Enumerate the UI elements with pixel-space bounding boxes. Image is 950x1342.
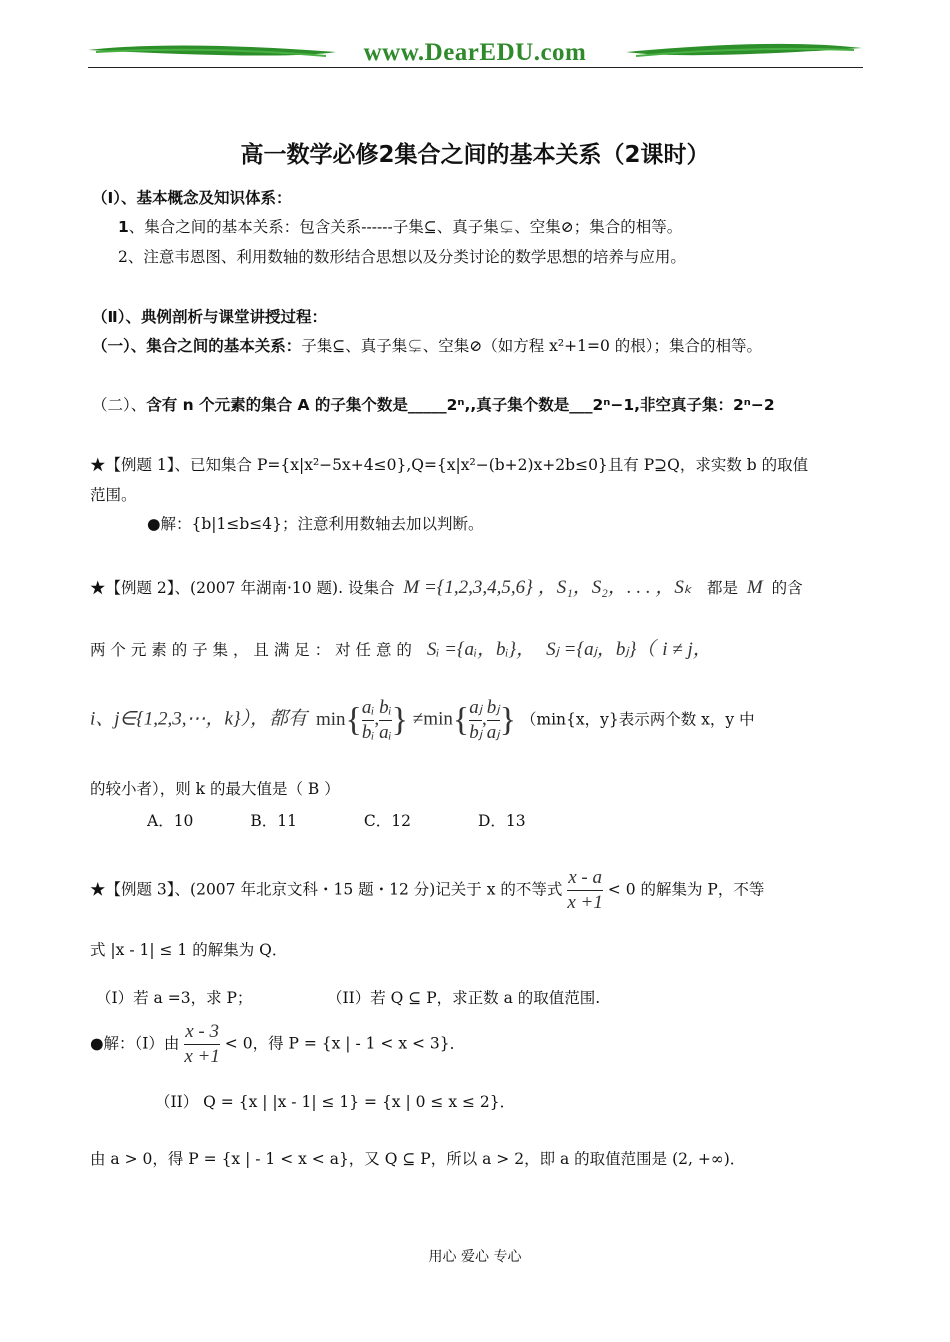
section-1-item-2: 2、注意韦恩图、利用数轴的数形结合思想以及分类讨论的数学思想的培养与应用。 <box>118 248 686 266</box>
example-3-question-2: （II）若 Q ⊆ P，求正数 a 的取值范围. <box>327 989 601 1007</box>
sol-frac-den: x +1 <box>184 1046 220 1067</box>
example-3-solution-3: 由 a > 0，得 P = {x | - 1 < x < a}，又 Q ⊆ P，所以 a > 2，即 a 的取值范围是 (2, +∞)． <box>90 1150 746 1168</box>
set-m-formula: M ={1,2,3,4,5,6} <box>403 577 533 598</box>
sol-frac-num: x - 3 <box>185 1021 219 1042</box>
example-2-line-2 <box>90 634 712 661</box>
frac-den-ai: aᵢ <box>379 722 392 743</box>
header-banner <box>86 38 864 70</box>
item-1-number: 1 <box>118 218 129 236</box>
example-1-line-1: ★【例题 1】、已知集合 P={x|x²−5x+4≤0},Q={x|x²−(b+2)x+2b≤0}且有 P⊇Q，求实数 b 的取值 <box>90 456 809 474</box>
option-b: B．11 <box>250 812 297 830</box>
fraction-x-minus-3 <box>184 1020 220 1069</box>
item-1-text: 、集合之间的基本关系：包含关系------子集⊆、真子集⊊、空集⊘；集合的相等。 <box>128 218 683 236</box>
frac-num-bi: bᵢ <box>379 697 392 718</box>
min-label-1: min <box>315 708 346 730</box>
brace-close-2: } <box>499 701 516 739</box>
header-rule <box>88 67 863 68</box>
i-neq-j-formula: i ≠ j， <box>662 639 712 660</box>
frac-num: x - a <box>568 867 602 888</box>
sub-1-heading: （一）、集合之间的基本关系： <box>92 337 302 355</box>
option-a: A．10 <box>147 812 194 830</box>
page-title: 高一数学必修2集合之间的基本关系（2课时） <box>240 142 710 168</box>
index-set-formula: i、j∈{1,2,3,⋯，k}），都有 <box>90 708 307 730</box>
example-2-options <box>147 809 526 831</box>
example-3-tail: < 0 的解集为 P，不等 <box>607 880 765 899</box>
example-2-de-han: 的含 <box>771 579 803 597</box>
frac-num-aj: aⱼ <box>469 697 483 718</box>
fraction-aj-bj <box>469 696 482 745</box>
example-3-solution-1 <box>90 1020 465 1069</box>
example-2-lead: ★【例题 2】、(2007 年湖南·10 题). 设集合 <box>90 579 395 597</box>
sub-2-text: 含有 n 个元素的集合 A 的子集个数是_____2ⁿ,,真子集个数是___2ⁿ−1,非空真子集：2ⁿ−2 <box>146 396 775 414</box>
subsets-formula: ，S₁，S₂，. . . ，Sₖ <box>537 577 692 598</box>
example-2-line-4: 的较小者），则 k 的最大值是（ B ） <box>90 780 340 798</box>
frac-den-bj: bⱼ <box>469 722 483 743</box>
sub-2-prefix: （二）、 <box>92 396 147 414</box>
solution-1-result: < 0，得 P = {x | - 1 < x < 3}． <box>224 1034 466 1053</box>
sub-1-text: 子集⊆、真子集⊊、空集⊘（如方程 x²+1=0 的根）；集合的相等。 <box>301 337 762 355</box>
set-m-symbol: M <box>746 577 763 598</box>
example-3-lead: ★【例题 3】、(2007 年北京文科・15 题・12 分)记关于 x 的不等式 <box>90 880 563 899</box>
section-2-sub-2 <box>92 393 775 415</box>
fraction-ai-bi <box>362 696 375 745</box>
option-c: C．12 <box>363 812 412 830</box>
example-1-line-2: 范围。 <box>90 486 137 504</box>
min-definition: （min{x，y}表示两个数 x，y 中 <box>520 710 755 729</box>
brace-open-1: { <box>345 701 362 739</box>
frac-num-ai: aᵢ <box>361 697 375 718</box>
comma-2: , <box>482 708 487 730</box>
example-2-condition: 两 个 元 素 的 子 集 ， 且 满 足 ： 对 任 意 的 <box>90 641 412 659</box>
site-logo-text[interactable]: www.DearEDU.com <box>363 39 587 66</box>
section-1-item-1 <box>118 215 682 237</box>
set-sj-formula: Sⱼ ={aⱼ，bⱼ}（ <box>546 639 656 660</box>
example-2-line-1 <box>90 572 803 599</box>
example-3-line-1 <box>90 866 764 915</box>
frac-den-aj: aⱼ <box>486 722 500 743</box>
brace-close-1: } <box>391 701 408 739</box>
solution-1-lead: ●解：（I）由 <box>90 1034 180 1053</box>
fraction-x-minus-a <box>567 866 603 915</box>
brace-open-2: { <box>452 701 470 739</box>
set-si-formula: Sᵢ ={aᵢ，bᵢ}， <box>426 639 536 660</box>
fraction-bj-aj <box>487 696 500 745</box>
section-2-heading: （Ⅱ）、典例剖析与课堂讲授过程： <box>92 308 327 326</box>
frac-den: x +1 <box>567 892 603 913</box>
example-1-solution: ●解：{b|1≤b≤4}；注意利用数轴去加以判断。 <box>147 515 484 533</box>
section-1-heading: （Ⅰ）、基本概念及知识体系： <box>92 189 292 207</box>
neq-min-label: ≠min <box>412 708 453 730</box>
example-3-question-1: （I）若 a =3，求 P； <box>96 989 253 1007</box>
example-2-line-3 <box>90 696 755 745</box>
example-3-solution-2: （II） Q = {x | |x - 1| ≤ 1} = {x | 0 ≤ x ≤ 2}． <box>155 1093 516 1111</box>
page-footer: 用心 爱心 专心 <box>428 1249 522 1265</box>
example-3-line-2: 式 |x - 1| ≤ 1 的解集为 Q． <box>90 941 288 959</box>
fraction-bi-ai <box>379 696 392 745</box>
section-2-sub-1 <box>92 334 762 356</box>
comma-1: , <box>374 708 380 730</box>
frac-den-bi: bᵢ <box>361 722 375 743</box>
option-d: D．13 <box>477 812 526 830</box>
frac-num-bj: bⱼ <box>486 697 500 718</box>
example-2-dou: 都是 <box>706 579 738 597</box>
